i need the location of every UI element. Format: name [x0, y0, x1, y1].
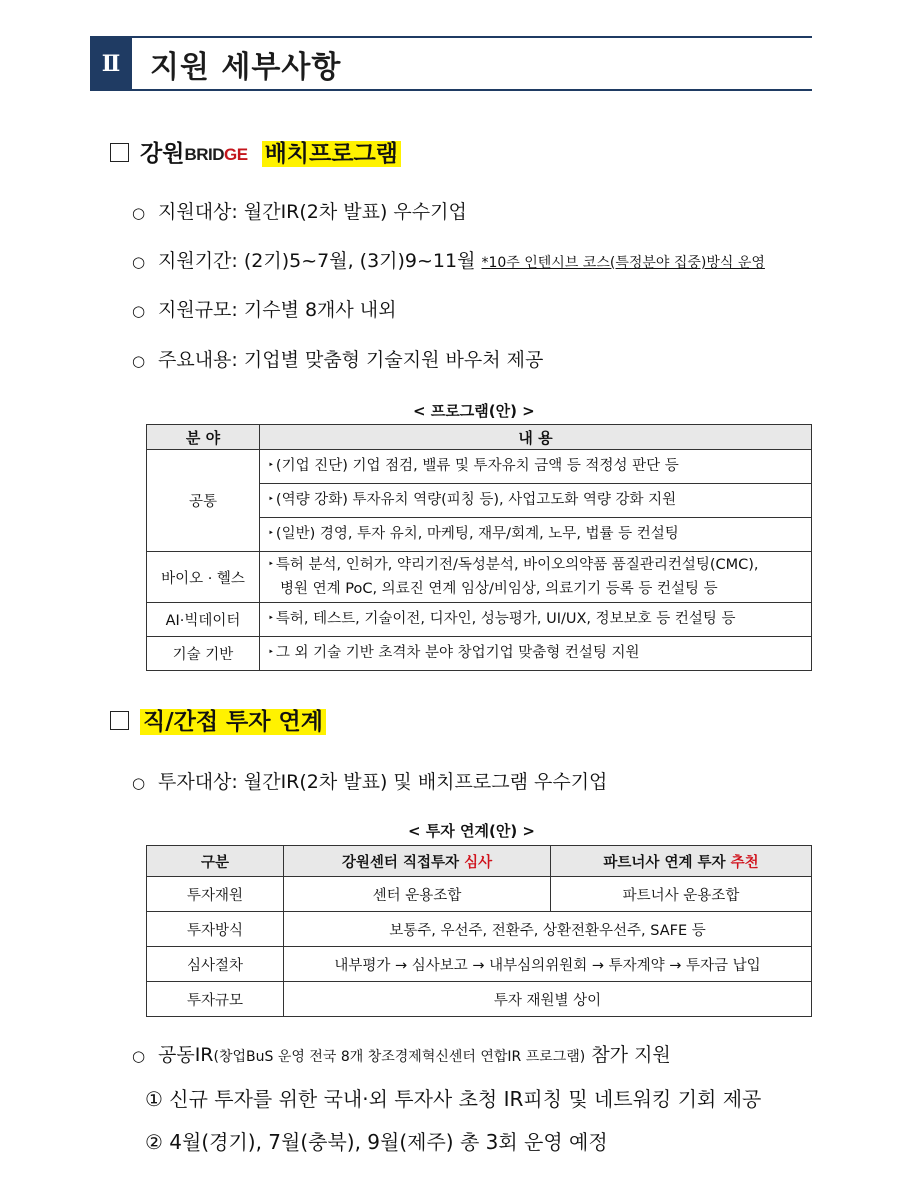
table-row — [147, 603, 812, 637]
bullet-scale: ○ 지원규모: 기수별 8개사 내외 — [132, 299, 397, 321]
section-bottom-rule — [90, 89, 812, 91]
row-content: ‣ (역량 강화) 투자유치 역량(피칭 등), 사업고도화 역량 강화 지원 — [260, 484, 812, 518]
numbered-item-1: ① 신규 투자를 위한 국내·외 투자사 초청 IR피칭 및 네트워킹 기회 제공 — [145, 1087, 762, 1111]
row-label: 투자방식 — [147, 912, 284, 947]
header-category: 구분 — [147, 846, 284, 877]
row-content: ‣ 특허 분석, 인허가, 약리기전/독성분석, 바이오의약품 품질관리컨설팅(CMC), 병원 연계 PoC, 의료진 연계 임상/비임상, 의료기기 등록 등 컨설팅 등 — [260, 552, 812, 603]
bullet-marker: ○ — [132, 302, 146, 320]
row-cell: 투자 재원별 상이 — [284, 982, 812, 1017]
header-partner: 파트너사 연계 투자 추천 — [551, 846, 812, 877]
section-top-rule — [90, 36, 812, 38]
header-content: 내 용 — [260, 425, 812, 450]
table-row — [147, 450, 812, 484]
row-category: 기술 기반 — [147, 637, 260, 671]
program-table-caption: < 프로그램(안) > — [413, 402, 535, 420]
bullet-marker: ○ — [132, 253, 146, 271]
bridge-logo: BRIDGE — [184, 145, 248, 164]
table-row — [147, 947, 812, 982]
table-row — [147, 982, 812, 1017]
bullet-marker: ○ — [132, 774, 146, 792]
table-row — [147, 877, 812, 912]
table-header-row — [147, 425, 812, 450]
invest-table — [146, 845, 812, 1017]
program-table — [146, 424, 812, 671]
row-cell: 보통주, 우선주, 전환주, 상환전환우선주, SAFE 등 — [284, 912, 812, 947]
bullet-target: ○ 지원대상: 월간IR(2차 발표) 우수기업 — [132, 201, 467, 223]
batch-title: 배치프로그램 — [262, 141, 401, 167]
table-row — [147, 912, 812, 947]
row-cell: 센터 운용조합 — [284, 877, 551, 912]
row-content: ‣ (일반) 경영, 투자 유치, 마케팅, 재무/회계, 노무, 법률 등 컨설팅 — [260, 518, 812, 552]
row-content: ‣ (기업 진단) 기업 점검, 밸류 및 투자유치 금액 등 적정성 판단 등 — [260, 450, 812, 484]
header-field: 분 야 — [147, 425, 260, 450]
row-label: 투자규모 — [147, 982, 284, 1017]
row-label: 투자재원 — [147, 877, 284, 912]
checkbox-square-icon — [110, 143, 129, 162]
row-category: 바이오 · 헬스 — [147, 552, 260, 603]
table-row — [147, 552, 812, 603]
row-cell: 내부평가 → 심사보고 → 내부심의위원회 → 투자계약 → 투자금 납입 — [284, 947, 812, 982]
checkbox-square-icon — [110, 711, 129, 730]
row-content: ‣ 특허, 테스트, 기술이전, 디자인, 성능평가, UI/UX, 정보보호 등 컨설팅 등 — [260, 603, 812, 637]
bullet-period: ○ 지원기간: (2기)5~7월, (3기)9~11월 *10주 인텐시브 코스(특정분야 집중)방식 운영 — [132, 250, 765, 272]
section-number: Ⅱ — [90, 37, 132, 90]
invest-heading — [140, 703, 326, 736]
bullet-joint-ir: ○ 공동IR(창업BuS 운영 전국 8개 창조경제혁신센터 연합IR 프로그램) 참가 지원 — [132, 1044, 671, 1066]
period-note: *10주 인텐시브 코스(특정분야 집중)방식 운영 — [481, 255, 765, 271]
row-category: 공통 — [147, 450, 260, 552]
table-header-row — [147, 846, 812, 877]
bullet-marker: ○ — [132, 204, 146, 222]
section-title: 지원 세부사항 — [150, 50, 342, 85]
bullet-invest-target: ○ 투자대상: 월간IR(2차 발표) 및 배치프로그램 우수기업 — [132, 771, 608, 793]
row-content: ‣ 그 외 기술 기반 초격차 분야 창업기업 맞춤형 컨설팅 지원 — [260, 637, 812, 671]
header-direct: 강원센터 직접투자 심사 — [284, 846, 551, 877]
row-category: AI·빅데이터 — [147, 603, 260, 637]
row-label: 심사절차 — [147, 947, 284, 982]
brand-korean: 강원 — [140, 141, 185, 167]
batch-heading — [140, 135, 401, 168]
row-cell: 파트너사 운용조합 — [551, 877, 812, 912]
bullet-marker: ○ — [132, 1047, 146, 1065]
invest-table-caption: < 투자 연계(안) > — [408, 822, 535, 840]
bullet-content: ○ 주요내용: 기업별 맞춤형 기술지원 바우처 제공 — [132, 349, 544, 371]
table-row — [147, 637, 812, 671]
bullet-marker: ○ — [132, 352, 146, 370]
numbered-item-2: ② 4월(경기), 7월(충북), 9월(제주) 총 3회 운영 예정 — [145, 1130, 608, 1154]
invest-title: 직/간접 투자 연계 — [140, 709, 326, 735]
